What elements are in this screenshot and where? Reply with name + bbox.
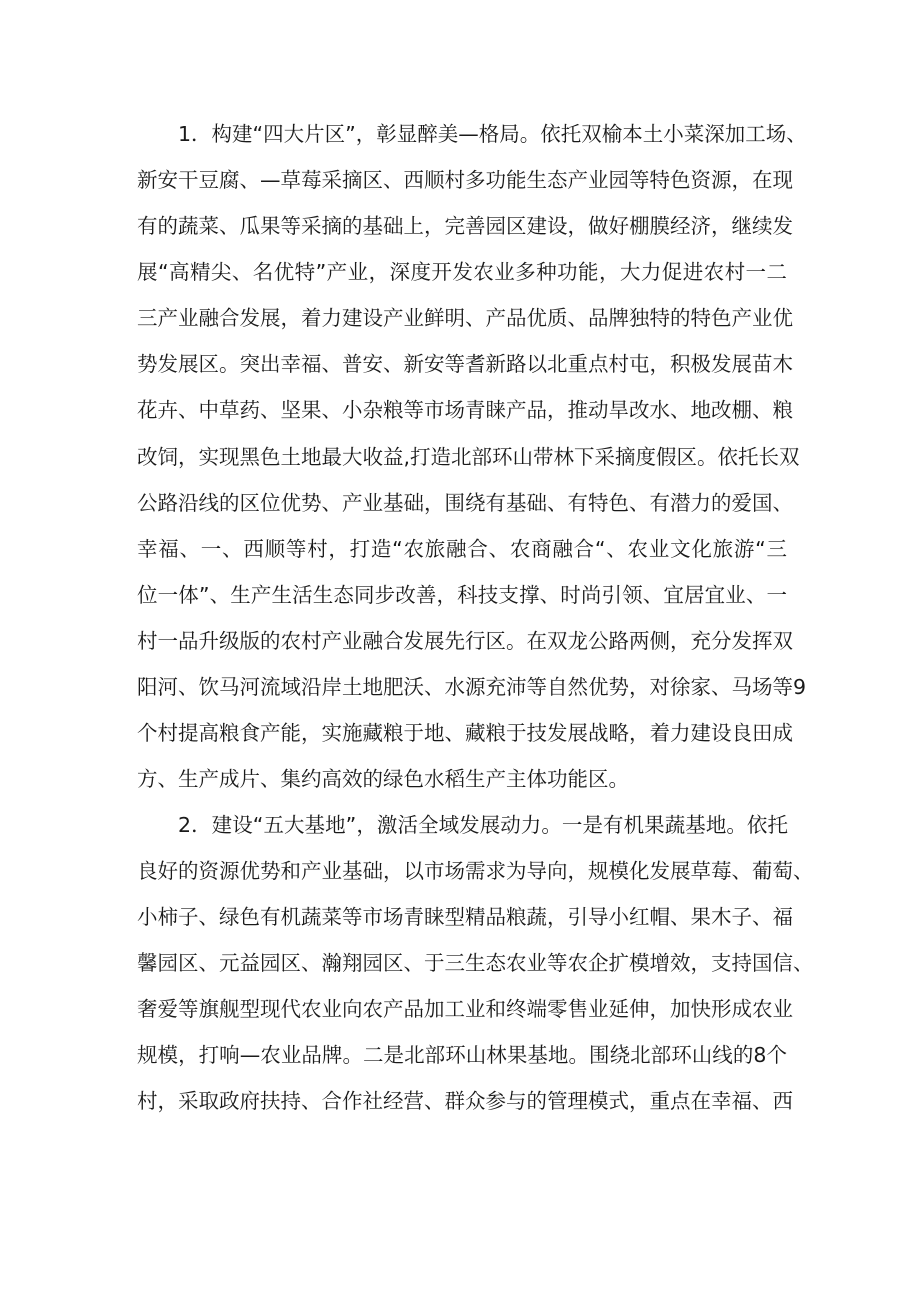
paragraph-2-line-5: 奢爱等旗舰型现代农业向农产品加工业和终端零售业延伸，加快形成农业	[137, 997, 793, 1021]
paragraph-1-line-6: 势发展区。突出幸福、普安、新安等耆新路以北重点村屯，积极发展苗木	[137, 352, 793, 376]
paragraph-1-line-5: 三产业融合发展，着力建设产业鲜明、产品优质、品牌独特的特色产业优	[137, 306, 793, 330]
paragraph-2-line-2: 良好的资源优势和产业基础，以市场需求为导向，规模化发展草莓、葡萄、	[137, 859, 814, 883]
paragraph-1-line-4: 展“高精尖、名优特”产业，深度开发农业多种功能，大力促进农村一二	[137, 260, 787, 284]
paragraph-1-line-2: 新安干豆腐、—草莓采摘区、西顺村多功能生态产业园等特色资源，在现	[137, 168, 793, 192]
paragraph-1-line-14: 个村提高粮食产能，实施藏粮于地、藏粮于技发展战略，着力建设良田成	[137, 721, 793, 745]
paragraph-2-line-6: 规模，打响—农业品牌。二是北部环山林果基地。围绕北部环山线的8个	[137, 1043, 787, 1067]
paragraph-2-line-7: 村，采取政府扶持、合作社经营、群众参与的管理模式，重点在幸福、西	[137, 1089, 793, 1113]
paragraph-1-line-9: 公路沿线的区位优势、产业基础，围绕有基础、有特色、有潜力的爱国、	[137, 491, 793, 515]
paragraph-1-line-1: 1．构建“四大片区”，彰显醉美—格局。依托双榆本土小菜深加工场、	[178, 122, 807, 146]
paragraph-1-line-11: 位一体”、生产生活生态同步改善，科技支撑、时尚引领、宜居宜业、一	[137, 583, 787, 607]
paragraph-1-line-15: 方、生产成片、集约高效的绿色水稻生产主体功能区。	[137, 767, 629, 791]
paragraph-2-line-1: 2．建设“五大基地”，激活全域发展动力。一是有机果蔬基地。依托	[178, 813, 788, 837]
paragraph-2-line-4: 馨园区、元益园区、瀚翔园区、于三生态农业等农企扩模增效，支持国信、	[137, 951, 814, 975]
paragraph-1-line-12: 村一品升级版的农村产业融合发展先行区。在双龙公路两侧，充分发挥双	[137, 629, 793, 653]
paragraph-1-line-8: 改饲，实现黑色土地最大收益,打造北部环山带林下采摘度假区。依托长双	[137, 445, 800, 469]
paragraph-2-line-3: 小柿子、绿色有机蔬菜等市场青睐型精品粮蔬，引导小红帽、果木子、福	[137, 905, 793, 929]
paragraph-1-line-3: 有的蔬菜、瓜果等采摘的基础上，完善园区建设，做好棚膜经济，继续发	[137, 214, 793, 238]
paragraph-1-line-7: 花卉、中草药、坚果、小杂粮等市场青睐产品，推动旱改水、地改棚、粮	[137, 398, 793, 422]
paragraph-1-line-13: 阳河、饮马河流域沿岸土地肥沃、水源充沛等自然优势，对徐家、马场等9	[137, 675, 807, 699]
paragraph-1-line-10: 幸福、一、西顺等村，打造“农旅融合、农商融合“、农业文化旅游“三	[137, 537, 787, 561]
